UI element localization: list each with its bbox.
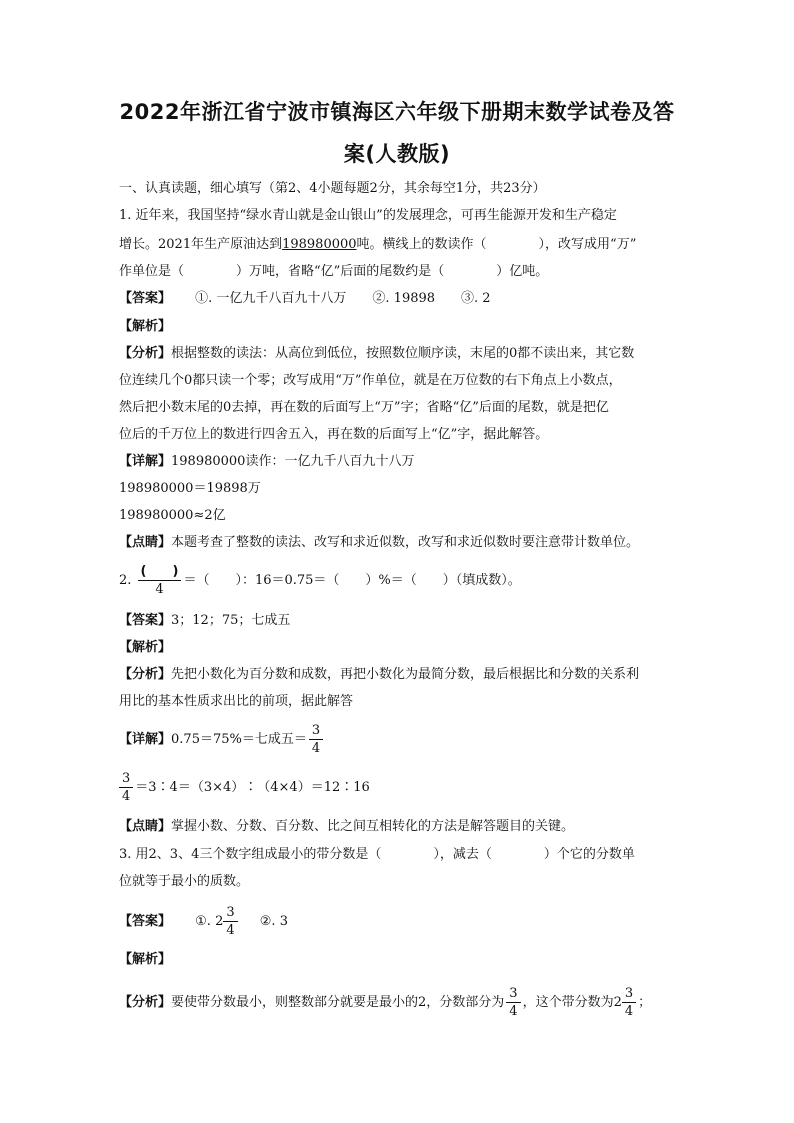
fraction-numerator: 3 [622,985,636,1003]
fraction-denominator: 4 [624,1004,634,1019]
q2-answer-text: 3；12；75；七成五 [171,613,291,628]
q2-detail-line-2 [119,770,370,805]
q1-detail-text: 198980000读作：一亿九千八百九十八万 [171,454,415,469]
q1-detail-line-1 [119,453,414,471]
q2-jiexi-tag: 【解析】 [119,640,172,655]
q2-analysis-line-2: 用比的基本性质求出比的前项，据此解答 [119,694,354,709]
fraction-denominator: 4 [122,789,131,804]
q1-analysis-line-1 [119,345,634,363]
q2-text-rest: ＝（ ）：16＝0.75＝（ ）%＝（ ）（填成数）。 [183,573,521,588]
q2-detail-line-1 [119,722,325,757]
detail-tag: 【详解】 [119,732,172,747]
q1-analysis-text: 根据整数的读法：从高位到低位，按照数位顺序读，末尾的0都不读出来，其它数 [171,346,635,361]
q2-answer [119,612,290,630]
q3-answer-part-1: ①. 2 [195,914,224,929]
fraction-denominator: 4 [226,923,235,938]
q1-comment-text: 本题考查了整数的读法、改写和求近似数，改写和求近似数时要注意带计数单位。 [171,535,640,550]
q1-analysis-line-4: 位后的千万位上的数进行四舍五入，再在数的后面写上“亿”字，据此解答。 [119,427,549,442]
answer-tag: 【答案】 [119,914,172,929]
q1-detail-line-2: 198980000＝19898万 [119,481,261,496]
q1-analysis-line-2: 位连续几个0都只读一个零；改写成用“万”作单位，就是在万位数的右下角点上小数点， [119,373,622,388]
q1-answer [119,290,491,308]
q1-text-line-1: 1. 近年来，我国坚持“绿水青山就是金山银山”的发展理念，可再生能源开发和生产稳定 [119,208,617,223]
q1-answer-text: ①. 一亿九千八百九十八万 ②. 19898 ③. 2 [195,291,491,306]
q2-analysis-line-1 [119,666,639,684]
q3-analysis-fraction-2 [622,985,636,1020]
q2-detail-fraction [309,722,323,757]
fraction-denominator: 4 [311,741,321,756]
q2-fraction-numerator: ( ) [138,563,182,581]
q2-number: 2. [119,573,132,588]
comment-tag: 【点睛】 [119,819,172,834]
q3-analysis-text-b: ，这个带分数为2 [522,995,622,1010]
section-header: 一、认真读题，细心填写（第2、4小题每题2分，其余每空1分，共23分） [119,181,546,196]
q1-analysis-line-3: 然后把小数末尾的0去掉，再在数的后面写上“万”字；省略“亿”后面的尾数，就是把亿 [119,400,609,415]
analysis-tag: 【分析】 [119,667,172,682]
q1-text-part: 吨。横线上的数读作（ ），改写成用“万” [356,237,637,252]
q3-analysis-fraction-1 [506,985,520,1020]
document-title-line-1: 2022年浙江省宁波市镇海区六年级下册期末数学试卷及答 [119,100,675,124]
q3-text-line-1: 3. 用2、3、4三个数字组成最小的带分数是（ ），减去（ ）个它的分数单 [119,847,635,862]
q3-answer-fraction [223,904,237,939]
q2-detail-text: 0.75＝75%＝七成五＝ [171,732,307,747]
fraction-numerator: 3 [506,985,520,1003]
q1-comment [119,534,639,552]
answer-tag: 【答案】 [119,613,172,628]
q2-fraction [138,563,182,598]
fraction-numerator: 3 [309,722,323,740]
q1-underlined-number: 198980000 [282,237,357,252]
q3-analysis-line-1 [119,985,651,1020]
q2-fraction-denominator: 4 [155,582,164,597]
q2-detail-fraction-2 [119,770,133,805]
answer-tag: 【答案】 [119,291,172,306]
q2-comment [119,818,574,836]
q2-comment-text: 掌握小数、分数、百分数、比之间互相转化的方法是解答题目的关键。 [171,819,575,834]
q2-analysis-text: 先把小数化为百分数和成数，再把小数化为最简分数，最后根据比和分数的关系利 [171,667,640,682]
detail-tag: 【详解】 [119,454,172,469]
q1-detail-line-3: 198980000≈2亿 [119,508,226,523]
q1-text-line-3: 作单位是（ ）万吨，省略“亿”后面的尾数约是（ ）亿吨。 [119,264,549,279]
analysis-tag: 【分析】 [119,346,172,361]
fraction-numerator: 3 [119,770,133,788]
q1-text-line-2 [119,236,636,254]
q3-answer-part-2: ②. 3 [259,914,288,929]
q3-jiexi-tag: 【解析】 [119,952,172,967]
q3-text-line-2: 位就等于最小的质数。 [119,874,250,889]
q2-text-line-1 [119,563,521,598]
q2-detail-text-2: ＝3∶4＝（3×4）∶（4×4）＝12∶16 [135,780,370,795]
document-title-line-2: 案(人教版) [343,142,451,166]
comment-tag: 【点睛】 [119,535,172,550]
analysis-tag: 【分析】 [119,995,172,1010]
fraction-numerator: 3 [223,904,237,922]
q3-answer [119,904,288,939]
q1-jiexi-tag: 【解析】 [119,319,172,334]
q3-analysis-text-a: 要使带分数最小，则整数部分就要是最小的2，分数部分为 [171,995,505,1010]
q3-analysis-text-c: ； [638,995,652,1010]
q1-text-part: 增长。2021年生产原油达到 [119,237,283,252]
fraction-denominator: 4 [509,1004,518,1019]
